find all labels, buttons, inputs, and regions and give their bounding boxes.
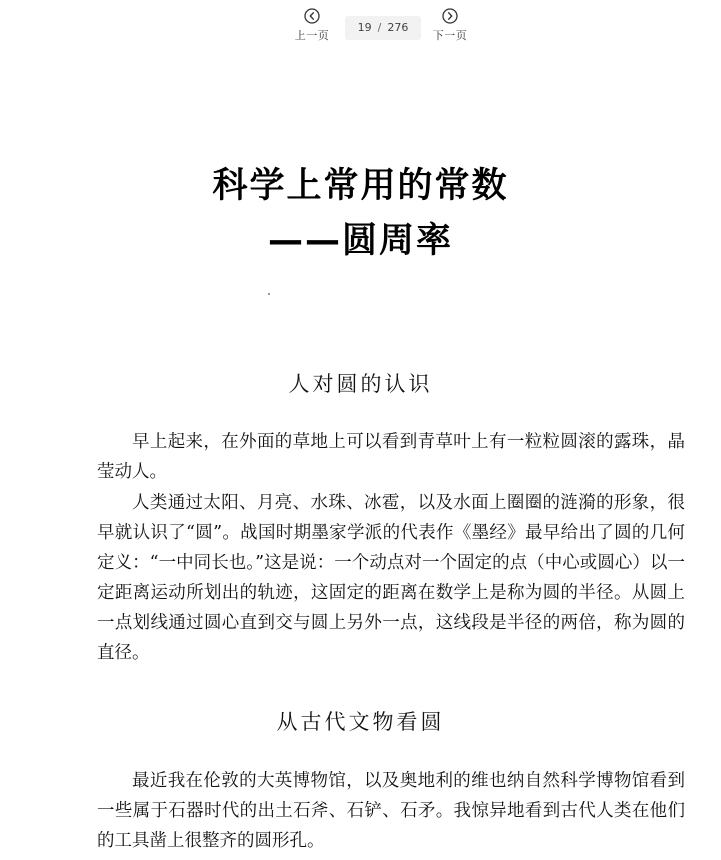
next-page-button[interactable] [425,8,475,43]
chapter-title: 科学上常用的常数 [212,166,509,206]
prev-page-button[interactable] [287,8,337,43]
paragraph: 最近我在伦敦的大英博物馆，以及奥地利的维也纳自然科学博物馆看到一些属于石器时代的出土石斧、石铲、石矛。我惊异地看到古代人类在他们的工具凿上很整齐的圆形孔。 [97,771,685,851]
page-separator: / [377,21,382,34]
paragraph: 人类通过太阳、月亮、水珠、冰雹，以及水面上圈圈的涟漪的形象，很早就认识了“圆”。战国时期墨家学派的代表作《墨经》最早给出了圆的几何定义：“一中同长也。”这是说：一个动点对一个固定的点（中心或圆心）以一定距离运动所划出的轨迹，这固定的距离在数学上是称为圆的半径。从圆上一点划线通过圆心直到交与圆上另外一点，这线段是半径的两倍，称为圆的直径。 [97,493,685,663]
prev-page-label: 上一页 [294,29,330,42]
chevron-right-circle-icon [442,8,458,24]
section-heading: 从古代文物看圆 [276,710,445,734]
next-page-label: 下一页 [432,29,468,42]
page-navigator [0,0,721,58]
current-page-number: 19 [357,21,372,34]
chevron-left-circle-icon [304,8,320,24]
paragraph: 早上起来，在外面的草地上可以看到青草叶上有一粒粒圆滚的露珠，晶莹动人。 [97,432,685,482]
section-heading: 人对圆的认识 [288,372,433,396]
chapter-subtitle: ——圆周率 [267,221,453,261]
page-indicator[interactable] [345,16,421,40]
scan-speck [268,293,270,295]
total-pages: 276 [387,21,409,34]
